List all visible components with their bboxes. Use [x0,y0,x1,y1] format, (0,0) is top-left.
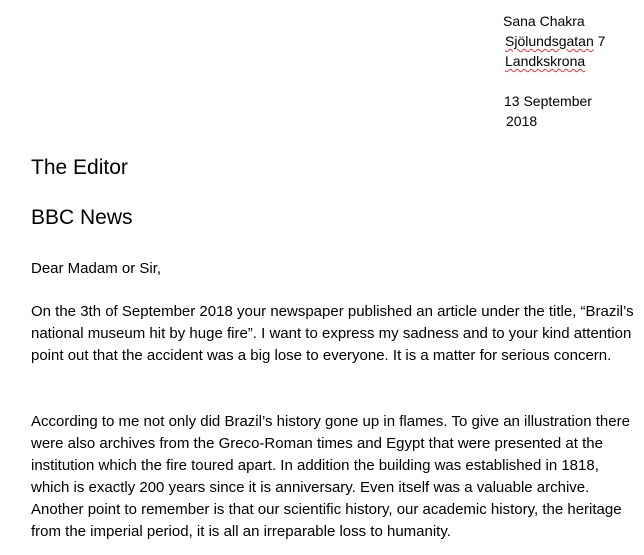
letter-date [504,91,592,131]
date-day-month: 13 September [504,93,592,109]
sender-name: Sana Chakra [503,13,585,29]
sender-street: Sjölundsgatan [505,33,594,49]
recipient-title: The Editor [31,156,128,179]
sender-city: Landkskrona [505,53,586,69]
sender-street-number: 7 [593,33,606,49]
body-paragraph-1: On the 3th of September 2018 your newspaper published an article under the title, “Brazil’s national museum hit by huge fire”. I want to express my sadness and to your kind attention point out that the accident was a big lose to everyone. It is a matter for serious concern. [31,303,634,364]
date-year: 2018 [506,113,538,129]
sender-street-line [503,31,605,51]
salutation: Dear Madam or Sir, [31,260,162,277]
sender-city-line [503,51,605,71]
body-paragraph-2: According to me not only did Brazil’s history gone up in flames. To give an illustration there were also archives from the Greco-Roman times and Egypt that were presented at the institution which the fire toured apart. In addition the building was established in 1818, which is exactly 200 years since it is anniversary. Even itself was a valuable archive. Another point to remember is that our scientific history, our academic history, the heritage from the imperial period, it is all an irreparable loss to humanity. [31,413,630,540]
sender-address [503,11,605,71]
recipient-organization: BBC News [31,206,133,229]
